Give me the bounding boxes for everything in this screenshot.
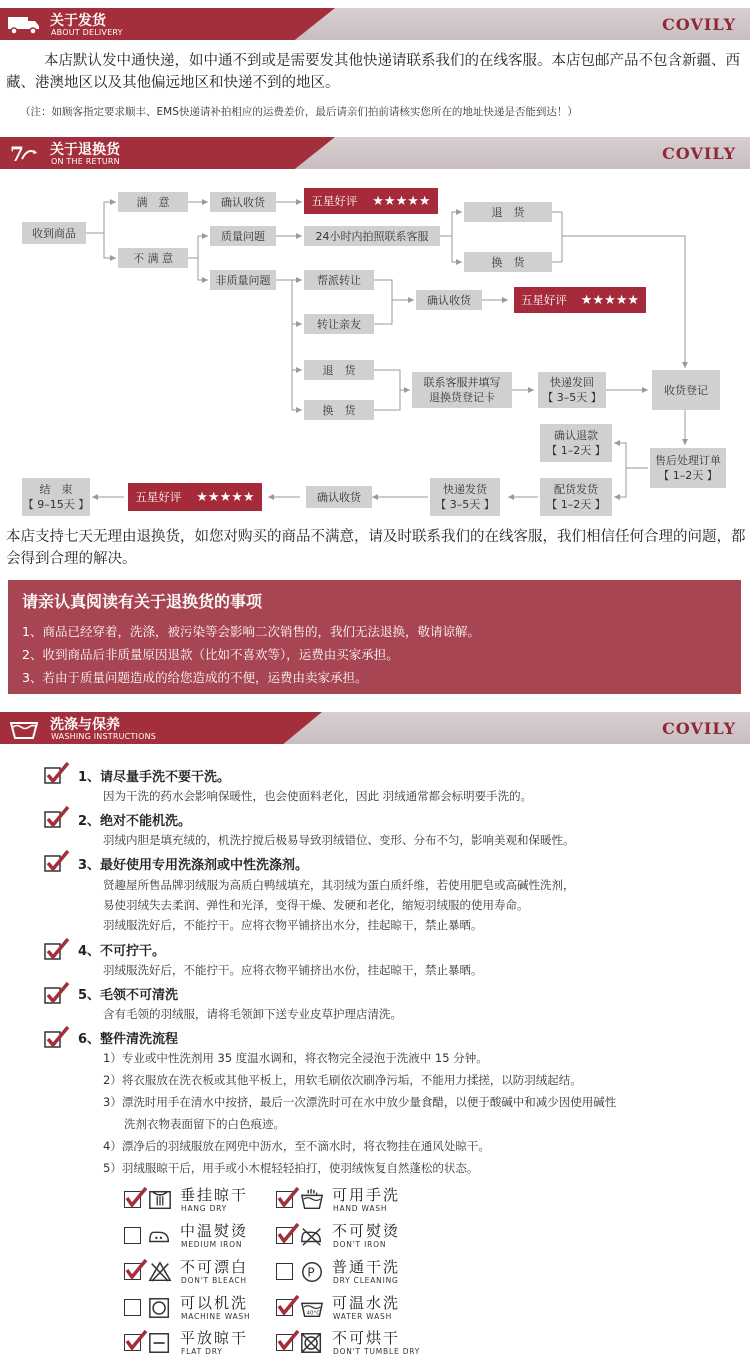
flow-after-sales [650,448,726,488]
flow-five-star-review-3 [128,483,262,511]
flow-return: 退 货 [464,202,552,222]
wash-item-title: 1、请尽量手洗不要干洗。 [78,770,231,785]
wash-item-title: 3、最好使用专用洗涤剂或中性洗涤剂。 [78,858,309,873]
care-symbol-item [276,1186,466,1216]
flow-non-quality-issue: 非质量问题 [210,270,276,290]
flow-end [22,478,90,516]
care-label-cn: 不可烘干 [332,1329,401,1347]
notice-item: 2、收到商品后非质量原因退款（比如不喜欢等），运费由买家承担。 [22,647,399,662]
dry-clean-icon [298,1260,326,1284]
checked-box-icon [276,1299,293,1316]
wash-step: 1）专业或中性洗剂用 35 度温水调和，将衣物完全浸泡于洗液中 15 分钟。 [103,1051,488,1065]
section-title: 关于退换货 [50,142,120,158]
care-label-en: DON'T TUMBLE DRY [333,1347,421,1356]
machine-wash-icon [146,1296,174,1320]
flow-contact-24h: 24小时内拍照联系客服 [304,226,440,246]
section-subtitle: ON THE RETURN [51,157,120,166]
wash-item-text: 含有毛领的羽绒服，请将毛领卸下送专业皮草护理店清洗。 [103,1007,402,1021]
wash-step: 洗剂衣物表面留下的白色痕迹。 [124,1117,285,1131]
flow-satisfied: 满 意 [118,192,188,212]
section-subtitle: WASHING INSTRUCTIONS [51,732,157,741]
brand-logo: COVILY [662,719,736,738]
checkmark-icon [44,982,70,1004]
wash-item-text: 羽绒内胆是填充绒的，机洗拧搅后极易导致羽绒错位、变形、分布不匀，影响美观和保暖性。 [103,833,575,847]
care-label-cn: 垂挂晾干 [180,1186,249,1204]
returns-paragraph: 本店支持七天无理由退换货，如您对购买的商品不满意，请及时联系我们的在线客服，我们相信任何合理的问题，都会得到合理的解决。 [6,529,746,567]
svg-text:7: 7 [10,142,24,165]
care-label-cn: 平放晾干 [180,1329,249,1347]
checked-box-icon [276,1191,293,1208]
water-wash-icon [298,1296,326,1320]
wash-step: 3）漂洗时用手在清水中按挤，最后一次漂洗时可在水中放少量食醋，以便于酸碱中和减少因使用碱性 [103,1095,617,1109]
care-label-en: HANG DRY [181,1204,228,1213]
brand-logo: COVILY [662,15,736,34]
hang-dry-icon [146,1188,174,1212]
flow-register-receipt: 收货登记 [652,370,720,410]
checked-box-icon [124,1334,141,1351]
contact-fill-line-2: 退换货登记卡 [429,391,495,404]
wash-item-text: 贤趣屋所售品牌羽绒服为高质白鸭绒填充，其羽绒为蛋白质纤维，若使用肥皂或高碱性洗剂， [103,878,575,892]
flow-confirm-receipt-3: 确认收货 [306,486,372,508]
express-days: 【 3–5天 】 [435,498,495,511]
care-label-cn: 可温水洗 [332,1294,401,1312]
checked-box-icon [276,1334,293,1351]
checkmark-icon [44,762,70,784]
dispatch-label: 配货发货 [554,483,598,496]
flow-unsatisfied: 不 满 意 [118,248,188,268]
empty-box-icon [124,1227,141,1244]
care-label-en: FLAT DRY [181,1347,223,1356]
svg-text:40°C: 40°C [306,1310,321,1317]
no-iron-icon [298,1224,326,1248]
notice-item: 1、商品已经穿着，洗涤，被污染等会影响二次销售的，我们无法退换，敬请谅解。 [22,624,480,639]
care-symbol-item [276,1258,466,1288]
notice-title: 请亲认真阅读有关于退换货的事项 [22,592,263,611]
checkmark-icon [44,938,70,960]
flow-five-star-review-2 [514,287,646,313]
medium-iron-icon [146,1224,174,1248]
checkmark-icon [276,1295,300,1319]
flow-dispatch [540,478,612,516]
care-symbol-item [276,1329,466,1359]
flow-transfer-friends: 转让亲友 [304,314,374,334]
care-label-cn: 可用手洗 [332,1186,401,1204]
care-label-en: WATER WASH [333,1312,393,1321]
five-star-label: 五星好评 [135,489,182,504]
hand-wash-icon [298,1188,326,1212]
confirm-refund-days: 【 1–2天 】 [546,444,606,457]
checkmark-icon [124,1330,148,1354]
flat-dry-icon [146,1331,174,1355]
delivery-paragraph: 本店默认发中通快递，如中通不到或是需要发其他快递请联系我们的在线客服。本店包邮产品不包含新疆、西藏、港澳地区以及其他偏远地区和快递不到的地区。 [6,53,740,91]
flow-exchange: 换 货 [464,252,552,272]
wash-item-title: 6、整件清洗流程 [78,1032,179,1047]
end-days: 【 9–15天 】 [22,498,90,511]
after-sales-days: 【 1–2天 】 [658,469,718,482]
care-label-en: DON'T BLEACH [181,1276,247,1285]
svg-text:P: P [307,1265,315,1280]
section-title: 洗涤与保养 [50,717,120,733]
wash-step: 2）将衣服放在洗衣板或其他平板上，用软毛刷依次刷净污垢，不能用力揉搓，以防羽绒起结。 [103,1073,582,1087]
care-label-en: MEDIUM IRON [181,1240,243,1249]
notice-item: 3、若由于质量问题造成的给您造成的不便，运费由卖家承担。 [22,670,368,685]
wash-item-title: 5、毛领不可清洗 [78,988,179,1003]
care-label-en: HAND WASH [333,1204,388,1213]
returns-notice-panel [8,580,741,694]
checked-box-icon [124,1191,141,1208]
delivery-note: （注：如顾客指定要求顺丰、EMS快递请补拍相应的运费差价，最后请亲们拍前请核实您所在的地址快递是否能到达！） [20,106,578,118]
section-title: 关于发货 [50,13,106,29]
stars-icon: ★★★★★ [196,489,255,505]
checkmark-icon [44,1026,70,1048]
care-label-cn: 不可漂白 [180,1258,249,1276]
wash-item-text: 因为干洗的药水会影响保暖性，也会使面料老化，因此 羽绒通常都会标明要手洗的。 [103,789,533,803]
care-label-en: DRY CLEANING [333,1276,399,1285]
care-symbol-item [276,1222,466,1252]
empty-box-icon [276,1263,293,1280]
flow-help-sell: 帮派转让 [304,270,374,290]
wash-item-title: 4、不可拧干。 [78,944,166,959]
flow-exchange-2: 换 货 [304,400,374,420]
care-label-cn: 中温熨烫 [180,1222,249,1240]
section-subtitle: ABOUT DELIVERY [51,28,123,37]
flow-received: 收到商品 [22,222,86,244]
wash-item-text: 羽绒服洗好后，不能拧干。应将衣物平铺挤出水份，挂起晾干，禁止暴晒。 [103,963,483,977]
flow-return-2: 退 货 [304,360,374,380]
contact-fill-line-1: 联系客服并填写 [423,376,501,389]
flow-connectors [0,0,750,530]
wash-step: 4）漂净后的羽绒服放在网兜中沥水，至不滴水时，将衣物挂在通风处晾干。 [103,1139,490,1153]
ship-back-label: 快递发回 [550,376,594,389]
five-star-label: 五星好评 [520,292,567,307]
flow-confirm-receipt: 确认收货 [210,192,276,212]
checkmark-icon [124,1259,148,1283]
confirm-refund-label: 确认退款 [554,429,598,442]
flow-confirm-receipt-2: 确认收货 [416,290,482,310]
flow-confirm-refund [540,424,612,462]
care-label-en: DON'T IRON [333,1240,387,1249]
flow-contact-fill-card [412,372,512,408]
checkmark-icon [124,1187,148,1211]
care-label-cn: 不可熨烫 [332,1222,401,1240]
checkmark-icon [44,806,70,828]
wash-item-title: 2、绝对不能机洗。 [78,814,192,829]
wash-basin-icon [6,716,42,740]
checkmark-icon [44,850,70,872]
checked-box-icon [124,1263,141,1280]
flow-express-ship [430,478,500,516]
flow-ship-back [538,372,606,408]
end-label: 结 束 [39,483,73,496]
dispatch-days: 【 1–2天 】 [546,498,606,511]
wash-item-text: 羽绒服洗好后，不能拧干。应将衣物平铺挤出水分，挂起晾干，禁止暴晒。 [103,918,483,932]
care-label-en: MACHINE WASH [181,1312,251,1321]
checkmark-icon [276,1223,300,1247]
stars-icon: ★★★★★ [372,193,431,209]
flow-five-star-review [304,188,438,214]
flow-quality-issue: 质量问题 [210,226,276,246]
brand-logo: COVILY [662,144,736,163]
stars-icon: ★★★★★ [580,292,640,308]
header-accent [0,712,322,744]
care-label-cn: 可以机洗 [180,1294,249,1312]
washing-header [0,712,750,744]
care-symbol-item [276,1294,466,1324]
empty-box-icon [124,1299,141,1316]
checkmark-icon [276,1330,300,1354]
express-label: 快递发货 [443,483,487,496]
after-sales-label: 售后处理订单 [655,454,721,467]
no-tumble-dry-icon [298,1331,326,1355]
wash-item-text: 易使羽绒失去柔润、弹性和光泽，变得干燥、发硬和老化，缩短羽绒服的使用寿命。 [103,898,529,912]
checked-box-icon [276,1227,293,1244]
ship-back-days: 【 3–5天 】 [542,391,602,404]
no-bleach-icon [146,1260,174,1284]
five-star-label: 五星好评 [311,193,358,208]
wash-step: 5）羽绒服晾干后，用手或小木棍轻轻拍打，使羽绒恢复自然蓬松的状态。 [103,1161,479,1175]
care-label-cn: 普通干洗 [332,1258,401,1276]
checkmark-icon [276,1187,300,1211]
